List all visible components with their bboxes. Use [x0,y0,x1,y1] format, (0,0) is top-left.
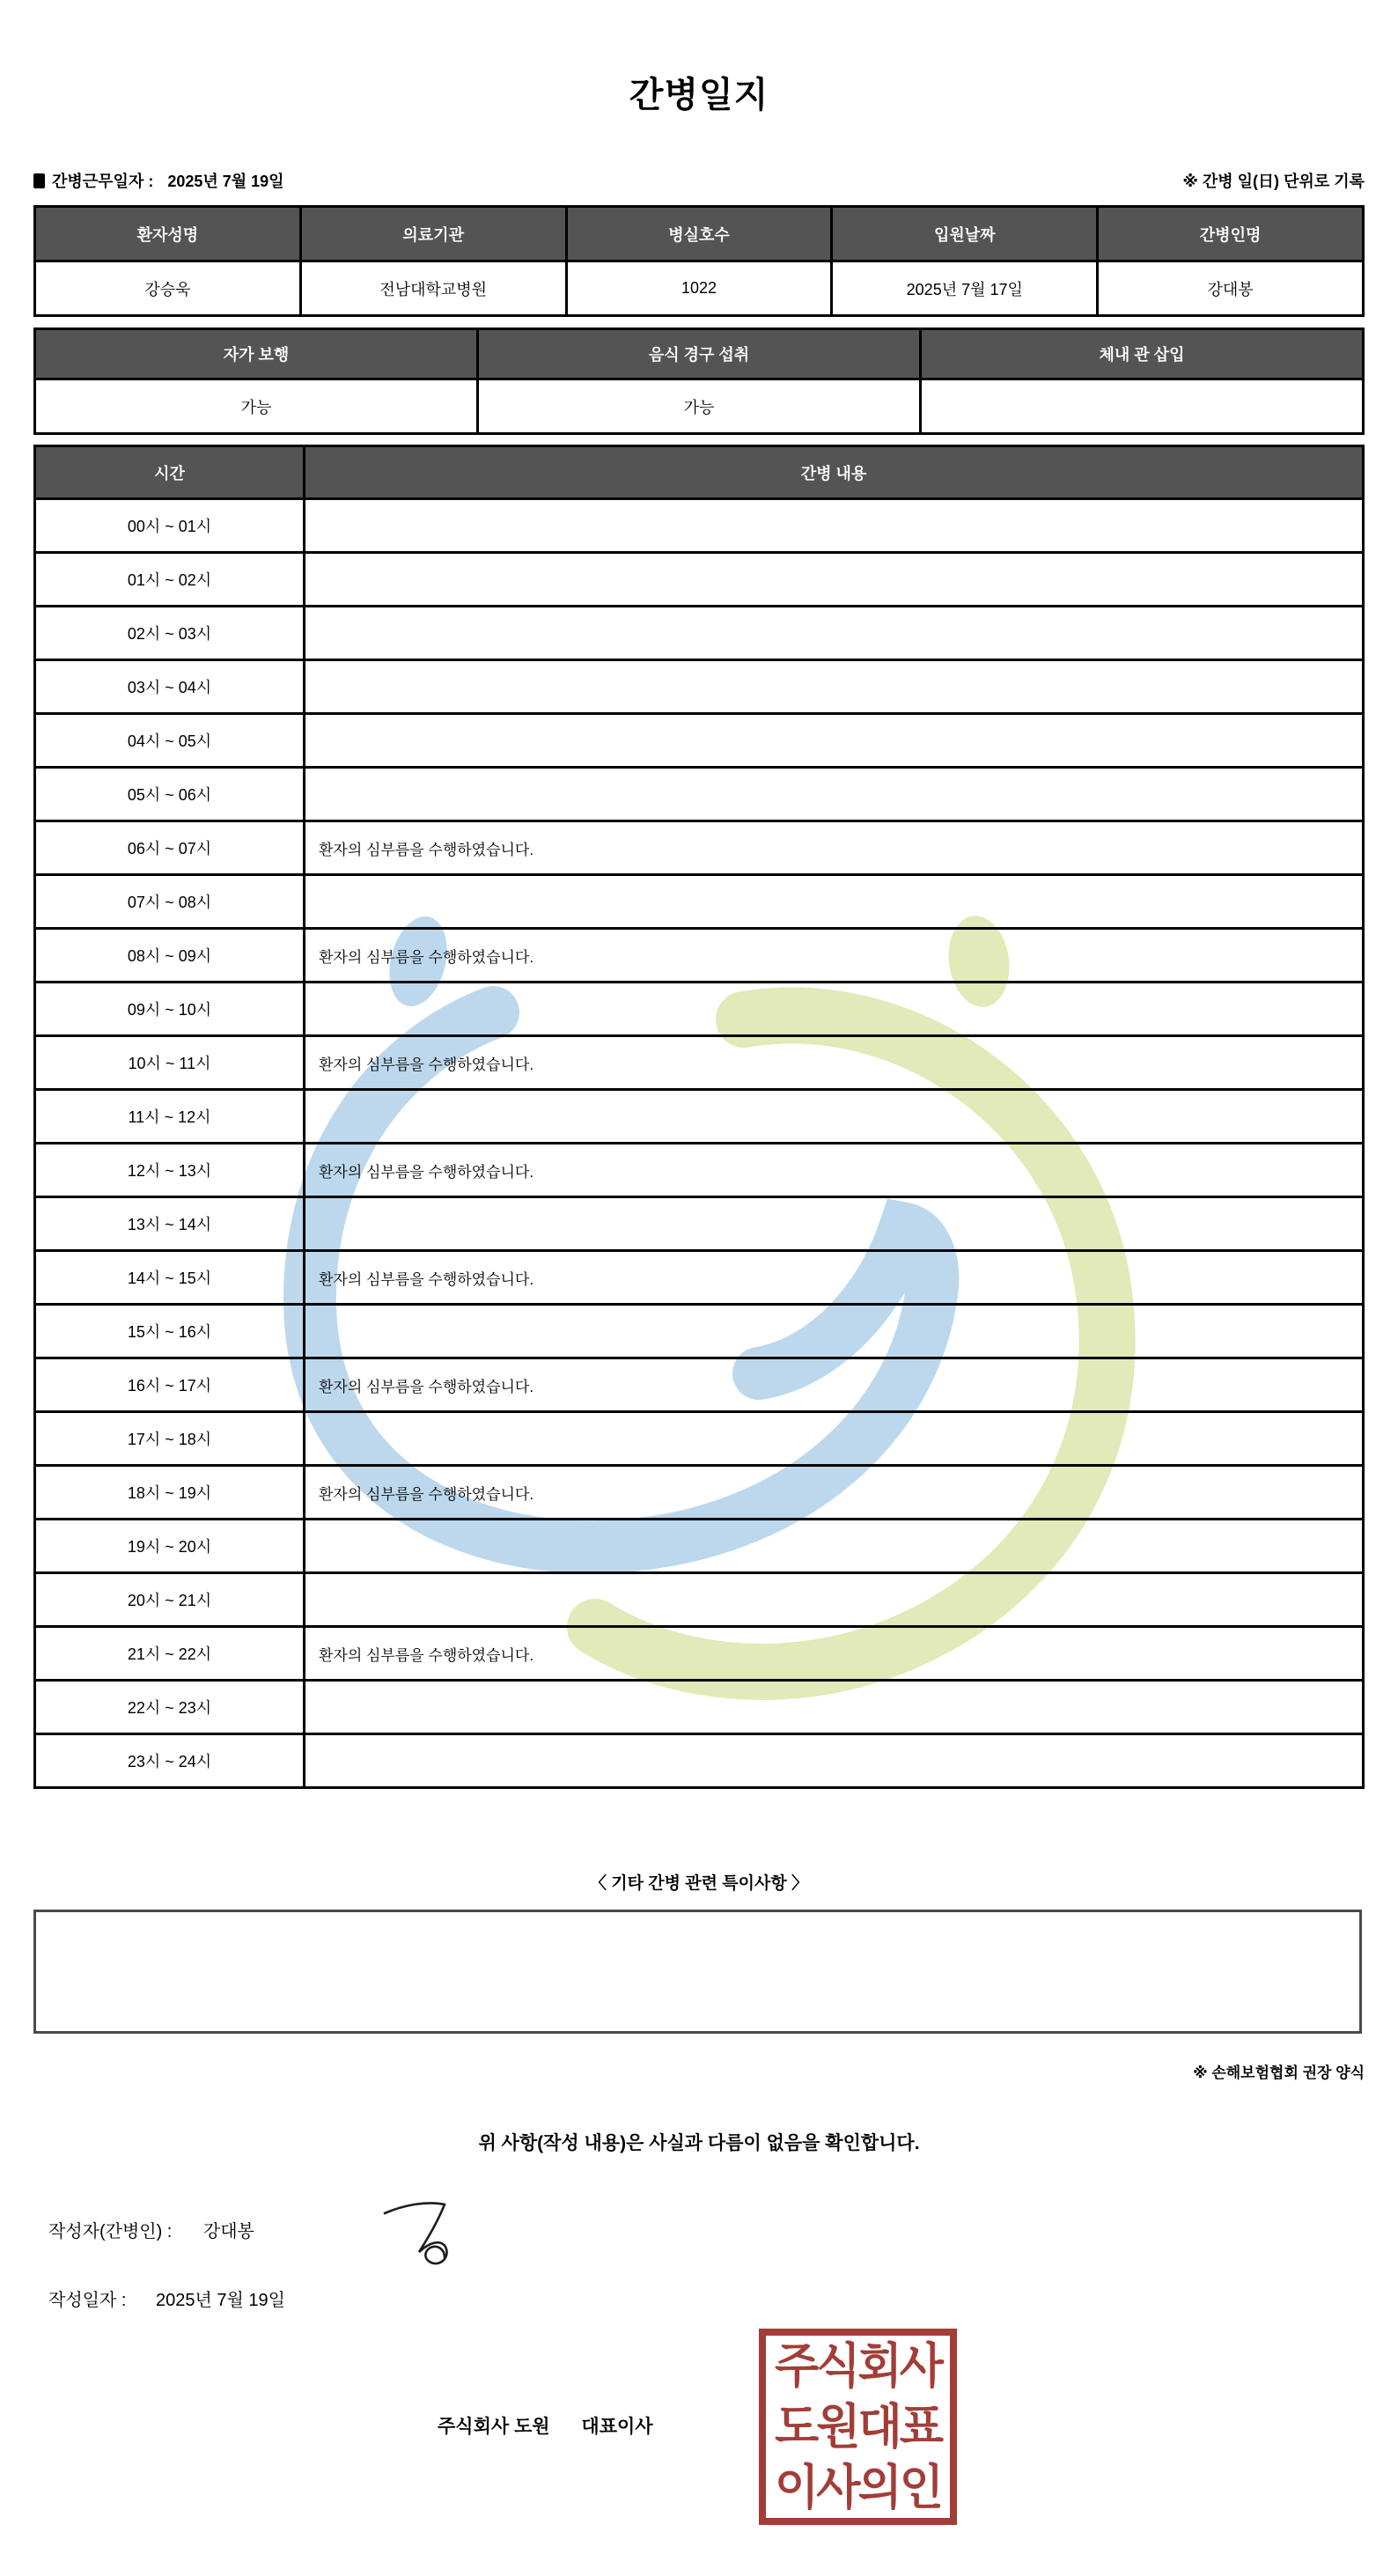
hospital-value: 전남대학교병원 [302,262,568,317]
care-content-cell [305,1520,1365,1574]
self-walking-header: 자가 보행 [36,330,479,380]
stamp-line-2: 도원대표 [775,2400,941,2454]
care-content-cell [305,876,1365,930]
patient-name-header: 환자성명 [36,208,302,262]
time-cell: 05시 ~ 06시 [36,769,305,822]
company-line [438,2412,653,2439]
room-value: 1022 [568,262,834,317]
meta-line [33,167,1365,194]
notes-section-title: 〈 기타 간병 관련 특이사항 〉 [590,1874,808,1893]
care-content-cell [305,1198,1365,1252]
care-content-cell [305,661,1365,715]
care-content-cell [305,1682,1365,1735]
hospital-header: 의료기관 [302,208,568,262]
oral-intake-value: 가능 [479,380,922,435]
time-cell: 09시 ~ 10시 [36,983,305,1037]
stamp-line-1: 주식회사 [775,2339,941,2393]
care-content-cell [305,983,1365,1037]
time-cell: 19시 ~ 20시 [36,1520,305,1574]
patient-info-table [33,205,1365,317]
patient-name-value: 강승욱 [36,262,302,317]
time-cell: 15시 ~ 16시 [36,1306,305,1359]
writer-label: 작성자(간병인) : [48,2222,173,2241]
page-title: 간병일지 [629,76,769,114]
care-content-cell: 환자의 심부름을 수행하였습니다. [305,1467,1365,1520]
writer-name: 강대봉 [202,2222,254,2241]
handwritten-signature [374,2194,497,2282]
time-cell: 17시 ~ 18시 [36,1413,305,1467]
written-date-label: 작성일자 : [48,2291,127,2310]
company-role: 대표이사 [581,2417,653,2437]
time-cell: 21시 ~ 22시 [36,1628,305,1682]
care-content-cell: 환자의 심부름을 수행하였습니다. [305,930,1365,983]
confirmation-statement: 위 사항(작성 내용)은 사실과 다름이 없음을 확인합니다. [478,2133,920,2153]
time-cell: 00시 ~ 01시 [36,500,305,554]
time-cell: 07시 ~ 08시 [36,876,305,930]
stamp-line-3: 이사의인 [775,2461,941,2514]
tube-insertion-header: 체내 관 삽입 [922,330,1365,380]
care-content-cell [305,607,1365,661]
writer-line [48,2217,254,2242]
written-date-line [48,2285,285,2311]
time-cell: 01시 ~ 02시 [36,554,305,607]
care-content-cell: 환자의 심부름을 수행하였습니다. [305,1628,1365,1682]
time-cell: 20시 ~ 21시 [36,1574,305,1628]
care-content-cell: 환자의 심부름을 수행하였습니다. [305,822,1365,876]
caregiver-header: 간병인명 [1099,208,1365,262]
corporate-seal-stamp [759,2329,957,2525]
care-content-cell [305,769,1365,822]
care-content-cell [305,500,1365,554]
time-column-header: 시간 [36,447,305,500]
time-cell: 23시 ~ 24시 [36,1735,305,1789]
care-content-cell: 환자의 심부름을 수행하였습니다. [305,1359,1365,1413]
care-content-cell [305,1091,1365,1144]
work-date-value: 2025년 7월 19일 [167,173,284,190]
care-content-cell: 환자의 심부름을 수행하였습니다. [305,1252,1365,1306]
time-cell: 11시 ~ 12시 [36,1091,305,1144]
time-cell: 16시 ~ 17시 [36,1359,305,1413]
time-cell: 02시 ~ 03시 [36,607,305,661]
room-header: 병실호수 [568,208,834,262]
patient-status-table [33,328,1365,435]
time-cell: 18시 ~ 19시 [36,1467,305,1520]
care-content-cell [305,1574,1365,1628]
time-cell: 08시 ~ 09시 [36,930,305,983]
bullet-square-icon [33,173,45,188]
time-cell: 14시 ~ 15시 [36,1252,305,1306]
caregiver-value: 강대봉 [1099,262,1365,317]
care-content-column-header: 간병 내용 [305,447,1365,500]
self-walking-value: 가능 [36,380,479,435]
special-notes-box [33,1910,1362,2034]
written-date-value: 2025년 7월 19일 [155,2291,285,2310]
work-date-label: 간병근무일자 : [52,173,154,190]
care-content-cell: 환자의 심부름을 수행하였습니다. [305,1037,1365,1091]
admission-date-value: 2025년 7월 17일 [833,262,1099,317]
tube-insertion-value [922,380,1365,435]
time-cell: 06시 ~ 07시 [36,822,305,876]
time-cell: 22시 ~ 23시 [36,1682,305,1735]
oral-intake-header: 음식 경구 섭취 [479,330,922,380]
time-cell: 03시 ~ 04시 [36,661,305,715]
care-content-cell: 환자의 심부름을 수행하였습니다. [305,1144,1365,1198]
company-name: 주식회사 도원 [438,2417,550,2437]
admission-date-header: 입원날짜 [833,208,1099,262]
care-content-cell [305,715,1365,769]
care-log-table [33,445,1365,1789]
time-cell: 10시 ~ 11시 [36,1037,305,1091]
time-cell: 13시 ~ 14시 [36,1198,305,1252]
unit-note: ※ 간병 일(日) 단위로 기록 [1182,173,1365,190]
recommended-form-note: ※ 손해보험협회 권장 양식 [1193,2064,1365,2081]
care-content-cell [305,1306,1365,1359]
care-content-cell [305,554,1365,607]
time-cell: 12시 ~ 13시 [36,1144,305,1198]
time-cell: 04시 ~ 05시 [36,715,305,769]
care-content-cell [305,1413,1365,1467]
care-content-cell [305,1735,1365,1789]
